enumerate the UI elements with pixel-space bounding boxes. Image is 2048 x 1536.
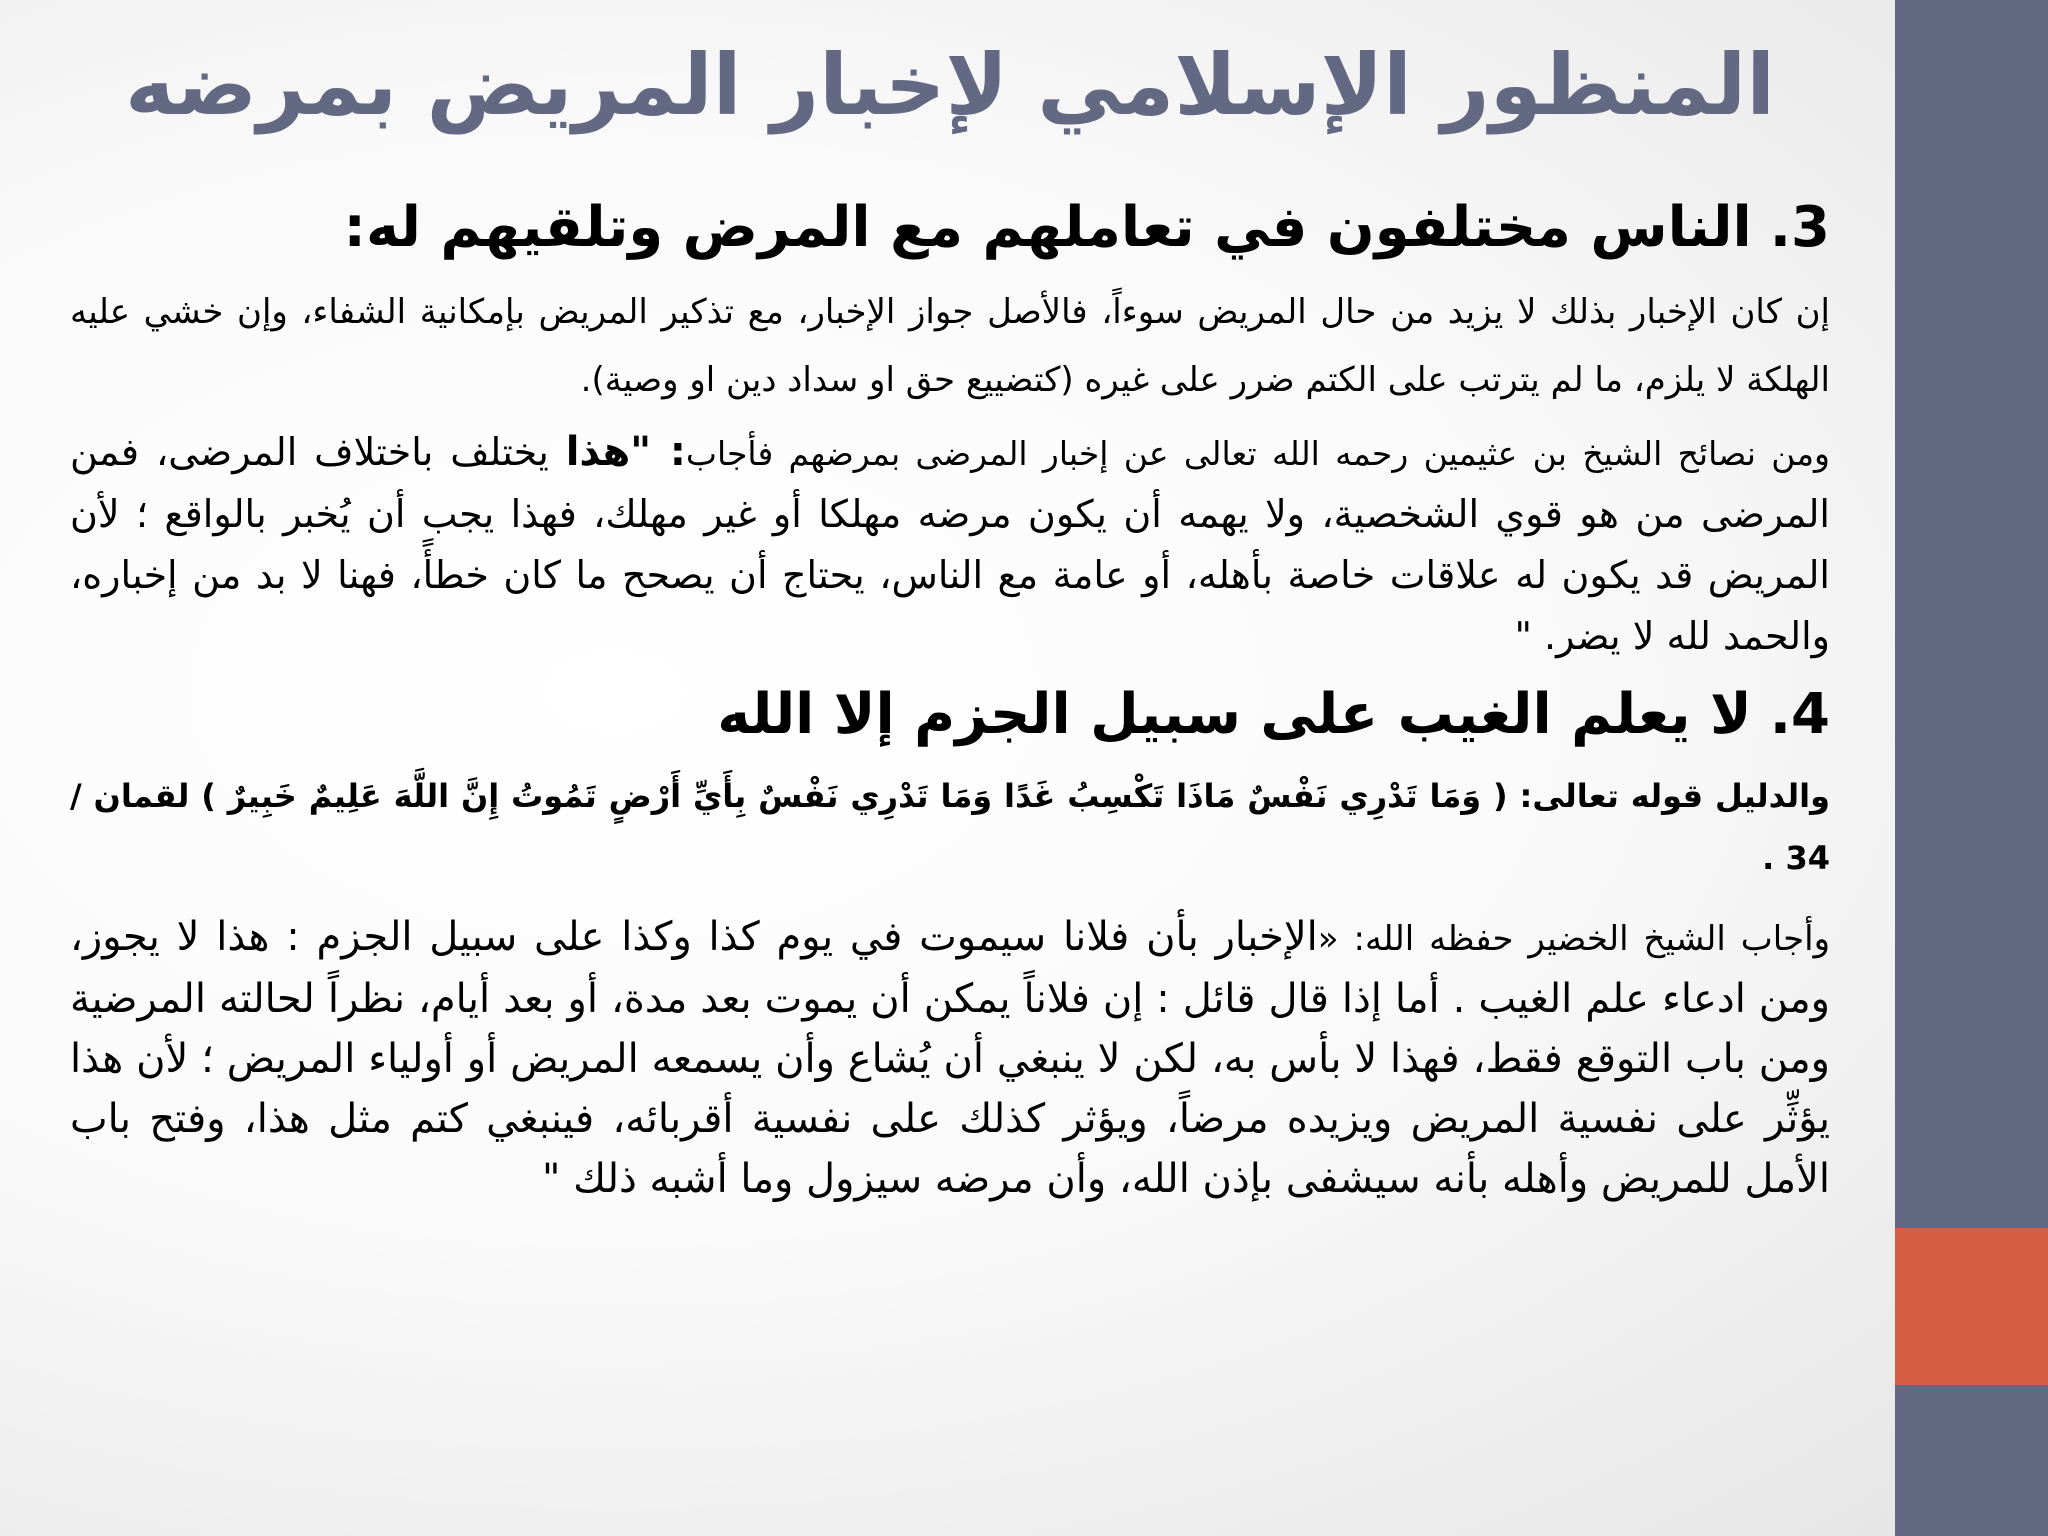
- section-4-heading: [70, 675, 1830, 755]
- slide: [70, 0, 1830, 1536]
- section-3-quote: [70, 422, 1830, 667]
- slide-content: [70, 188, 1830, 1209]
- section-4-quote: [70, 907, 1830, 1209]
- section-4-quote-lead: وأجاب الشيخ الخضير حفظه الله: «: [1317, 919, 1830, 959]
- section-3-heading-text: الناس مختلفون في تعاملهم مع المرض وتلقيهم له:: [343, 195, 1752, 260]
- section-3-quote-lead: ومن نصائح الشيخ بن عثيمين رحمه الله تعالى عن إخبار المرضى بمرضهم فأجاب: [685, 434, 1830, 473]
- section-3-heading: [70, 188, 1830, 268]
- section-3-quote-body: يختلف باختلاف المرضى، فمن المرضى من هو قوي الشخصية، ولا يهمه أن يكون مرضه مهلكا أو غير مهلك، فهذا يجب أن يُخبر بالواقع ؛ لأن المريض قد يكون له علاقات خاصة بأهله، أو عامة مع الناس، يحتاج أن يصحح ما كان خطأً، فهنا لا بد من إخباره، والحمد لله لا يضر. ": [70, 430, 1830, 658]
- section-4-quote-body: الإخبار بأن فلانا سيموت في يوم كذا وكذا على سبيل الجزم : هذا لا يجوز، ومن ادعاء علم الغيب . أما إذا قال قائل : إن فلاناً يمكن أن يموت بعد مدة، أو بعد أيام، نظراً لحالته المرضية ومن باب التوقع فقط، فهذا لا بأس به، لكن لا ينبغي أن يُشاع وأن يسمعه المريض أو أولياء المريض ؛ لأن هذا يؤثِّر على نفسية المريض ويزيده مرضاً، ويؤثر كذلك على نفسية أقربائه، فينبغي كتم مثل هذا، وفتح باب الأمل للمريض وأهله بأنه سيشفى بإذن الله، وأن مرضه سيزول وما أشبه ذلك ": [70, 914, 1830, 1202]
- slide-title: المنظور الإسلامي لإخبار المريض بمرضه: [124, 36, 1776, 134]
- section-3-number: 3.: [1769, 195, 1830, 260]
- side-accent-block: [1895, 1228, 2048, 1385]
- section-3-paragraph: إن كان الإخبار بذلك لا يزيد من حال المريض سوءاً، فالأصل جواز الإخبار، مع تذكير المريض بإمكانية الشفاء، وإن خشي عليه الهلكة لا يلزم، ما لم يترتب على الكتم ضرر على غيره (كتضييع حق او سداد دين او وصية).: [70, 292, 1830, 400]
- section-4-number: 4.: [1769, 682, 1830, 747]
- section-4-verse: والدليل قوله تعالى: ( وَمَا تَدْرِي نَفْسٌ مَاذَا تَكْسِبُ غَدًا وَمَا تَدْرِي نَفْسٌ بِأَيِّ أَرْضٍ تَمُوتُ إِنَّ اللَّهَ عَلِيمٌ خَبِيرٌ ) لقمان / 34 .: [70, 777, 1830, 877]
- section-4-heading-text: لا يعلم الغيب على سبيل الجزم إلا الله: [717, 682, 1752, 747]
- section-3-quote-open: : "هذا: [565, 429, 686, 475]
